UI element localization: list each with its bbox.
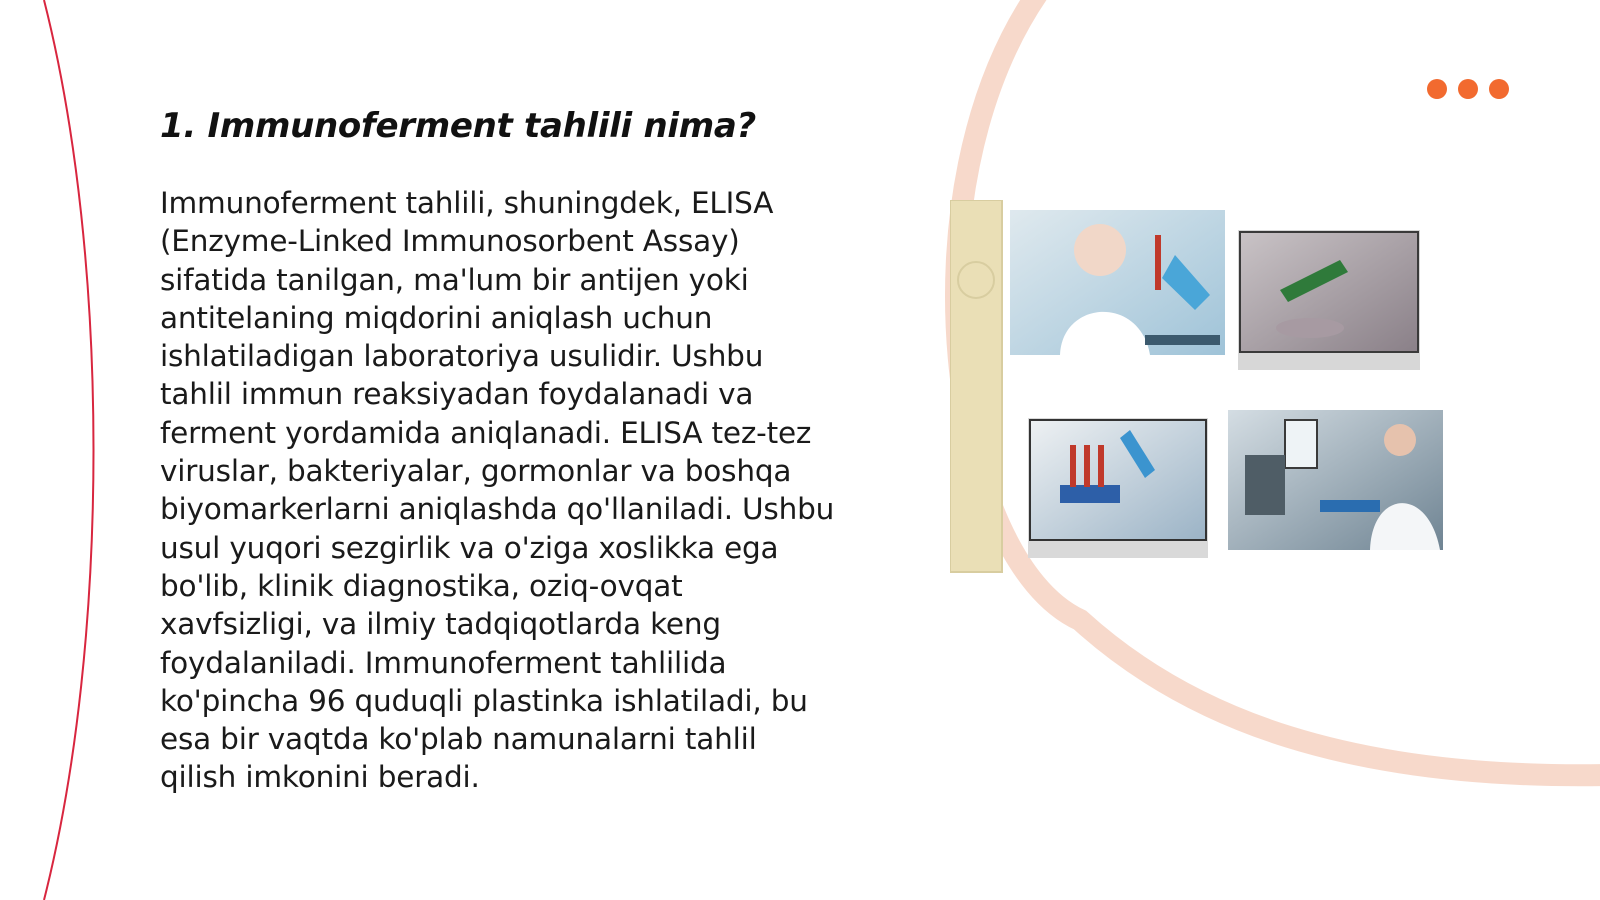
slide-title: 1. Immunoferment tahlili nima? [160, 106, 756, 146]
left-accent-curve [44, 0, 94, 900]
slide-body-text: Immunoferment tahlili, shuningdek, ELISA (Enzyme-Linked Immunosorbent Assay) sifatida tanilgan, ma'lum bir antijen yoki antitelaning miqdorini aniqlash uchun ishlatiladigan laboratoriya usulidir. Ushbu tahlil immun reaksiyadan foydalanadi va ferment yordamida aniqlanadi. ELISA tez-tez viruslar, bakteriyalar, gormonlar va boshqa biyomarkerlarni aniqlashda qo'llaniladi. Ushbu usul yuqori sezgirlik va o'ziga xoslikka ega bo'lib, klinik diagnostika, oziq-ovqat xavfsizligi, va ilmiy tadqiqotlarda keng foydalaniladi. Immunoferment tahlilida ko'pincha 96 quduqli plastinka ishlatiladi, bu esa bir vaqtda ko'plab namunalarni tahlil qilish imkonini beradi. [160, 186, 835, 795]
dot [1458, 79, 1478, 99]
lab-photo-worker [1228, 410, 1443, 550]
more-dots-icon [1427, 79, 1509, 99]
lab-photo-test-tubes [1028, 418, 1208, 558]
lab-photo-pipette [1238, 230, 1420, 370]
beige-strip [950, 200, 1002, 572]
dot [1489, 79, 1509, 99]
lab-photo-collage [950, 200, 1460, 580]
lab-photo-scientist [1010, 210, 1225, 355]
dot [1427, 79, 1447, 99]
